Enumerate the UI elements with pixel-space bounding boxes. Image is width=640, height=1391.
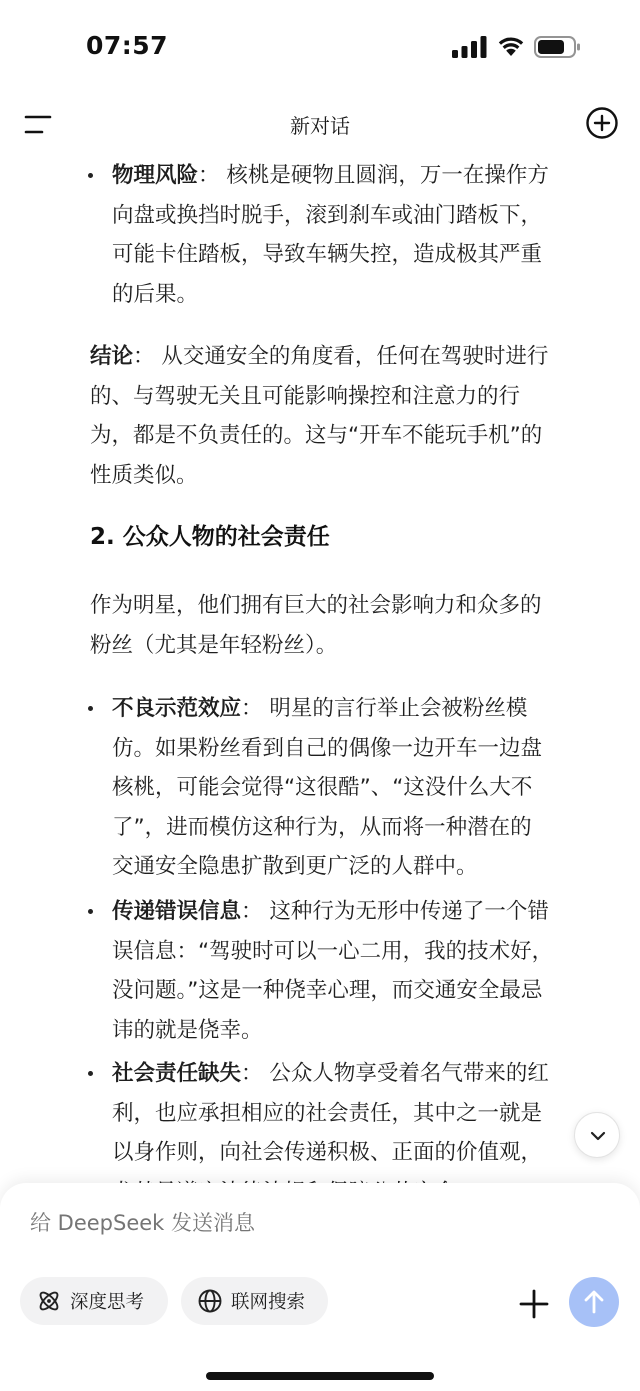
message-input[interactable]: [30, 1205, 590, 1241]
text-line: 明星的言行举止会被粉丝模: [269, 696, 528, 721]
cellular-signal-icon: [452, 36, 488, 58]
bullet-line: [112, 1054, 614, 1094]
web-search-button[interactable]: [181, 1277, 328, 1325]
conclusion-colon: ：: [133, 344, 155, 369]
bullet-line: [112, 689, 614, 729]
text-line: 为，都是不负责任的。这与“开车不能玩手机”的: [90, 423, 543, 448]
text-line: 没问题。”这是一种侥幸心理，而交通安全最忌: [112, 978, 543, 1003]
text-line: 作为明星，他们拥有巨大的社会影响力和众多的: [90, 593, 542, 618]
text-line: 仿。如果粉丝看到自己的偶像一边开车一边盘: [112, 735, 543, 761]
bullet-line: [112, 156, 614, 196]
bullet-colon: ：: [241, 899, 263, 924]
bullet-line: [112, 892, 614, 932]
send-button[interactable]: [569, 1277, 619, 1327]
globe-icon: [197, 1288, 223, 1314]
bullet-colon: ：: [241, 1061, 263, 1086]
bullet-term: 社会责任缺失: [112, 1061, 242, 1086]
list-item-physical-risk: [94, 156, 614, 314]
new-chat-button[interactable]: [584, 105, 620, 141]
text-line: 利，也应承担相应的社会责任，其中之一就是: [112, 1100, 543, 1126]
arrow-up-icon: [582, 1289, 606, 1315]
text-line: 以身作则，向社会传递积极、正面的价值观，: [112, 1140, 543, 1165]
text-line: 可能卡住踏板，导致车辆失控，造成极其严重: [112, 242, 543, 267]
chat-content: [0, 156, 640, 1183]
text-line: 这种行为无形中传递了一个错: [269, 899, 549, 924]
list-item-misinformation: [94, 892, 614, 1050]
text-line: 了”，进而模仿这种行为，从而将一种潜在的: [112, 814, 532, 840]
intro-paragraph: [90, 586, 618, 665]
text-line: 性质类似。: [90, 462, 198, 488]
deep-think-label: 深度思考: [70, 1292, 145, 1313]
text-line: 交通安全隐患扩散到更广泛的人群中。: [112, 854, 478, 879]
bullet-term: 不良示范效应: [112, 696, 242, 721]
section-heading: 2. 公众人物的社会责任: [90, 524, 330, 550]
chevron-down-icon: [588, 1126, 608, 1146]
bullet-term: 传递错误信息: [112, 899, 242, 924]
text-line: [90, 337, 618, 377]
web-search-label: 联网搜索: [231, 1292, 306, 1313]
bullet-dot: [88, 706, 93, 711]
text-line: 核桃，可能会觉得“这很酷”、“这没什么大不: [112, 775, 533, 800]
text-line: 的、与驾驶无关且可能影响操控和注意力的行: [90, 383, 521, 409]
wifi-icon: [497, 34, 525, 58]
conclusion-term: 结论: [90, 344, 134, 369]
battery-icon: [534, 36, 582, 58]
text-line: 核桃是硬物且圆润，万一在操作方: [226, 163, 549, 188]
message-composer: [0, 1183, 640, 1391]
bullet-colon: ：: [241, 696, 263, 721]
bullet-dot: [88, 909, 93, 914]
text-line: 粉丝（尤其是年轻粉丝）。: [90, 632, 338, 658]
scroll-to-bottom-button[interactable]: [574, 1112, 620, 1158]
text-line: 向盘或换挡时脱手，滚到刹车或油门踏板下，: [112, 202, 543, 228]
chat-title: 新对话: [290, 114, 350, 138]
atom-icon: [36, 1288, 62, 1314]
text-line: 的后果。: [112, 281, 199, 307]
text-line: 误信息：“驾驶时可以一心二用，我的技术好，: [112, 938, 554, 964]
new-chat-icon: [584, 105, 620, 141]
text-line: 从交通安全的角度看，任何在驾驶时进行: [161, 344, 549, 369]
deep-think-button[interactable]: [20, 1277, 168, 1325]
plus-icon: [514, 1284, 554, 1324]
bullet-colon: ：: [198, 163, 220, 188]
app-header: [0, 92, 640, 156]
text-line: 讳的就是侥幸。: [112, 1017, 263, 1043]
bullet-term: 物理风险: [112, 163, 199, 188]
status-time: 07:57: [86, 31, 169, 60]
list-item-bad-example: [94, 689, 614, 887]
bullet-dot: [88, 1071, 93, 1076]
status-bar: [0, 0, 640, 92]
attach-button[interactable]: [514, 1284, 554, 1324]
home-indicator: [206, 1372, 434, 1380]
conclusion-paragraph: [90, 337, 618, 495]
text-line: 公众人物享受着名气带来的红: [269, 1061, 549, 1086]
bullet-dot: [88, 173, 93, 178]
